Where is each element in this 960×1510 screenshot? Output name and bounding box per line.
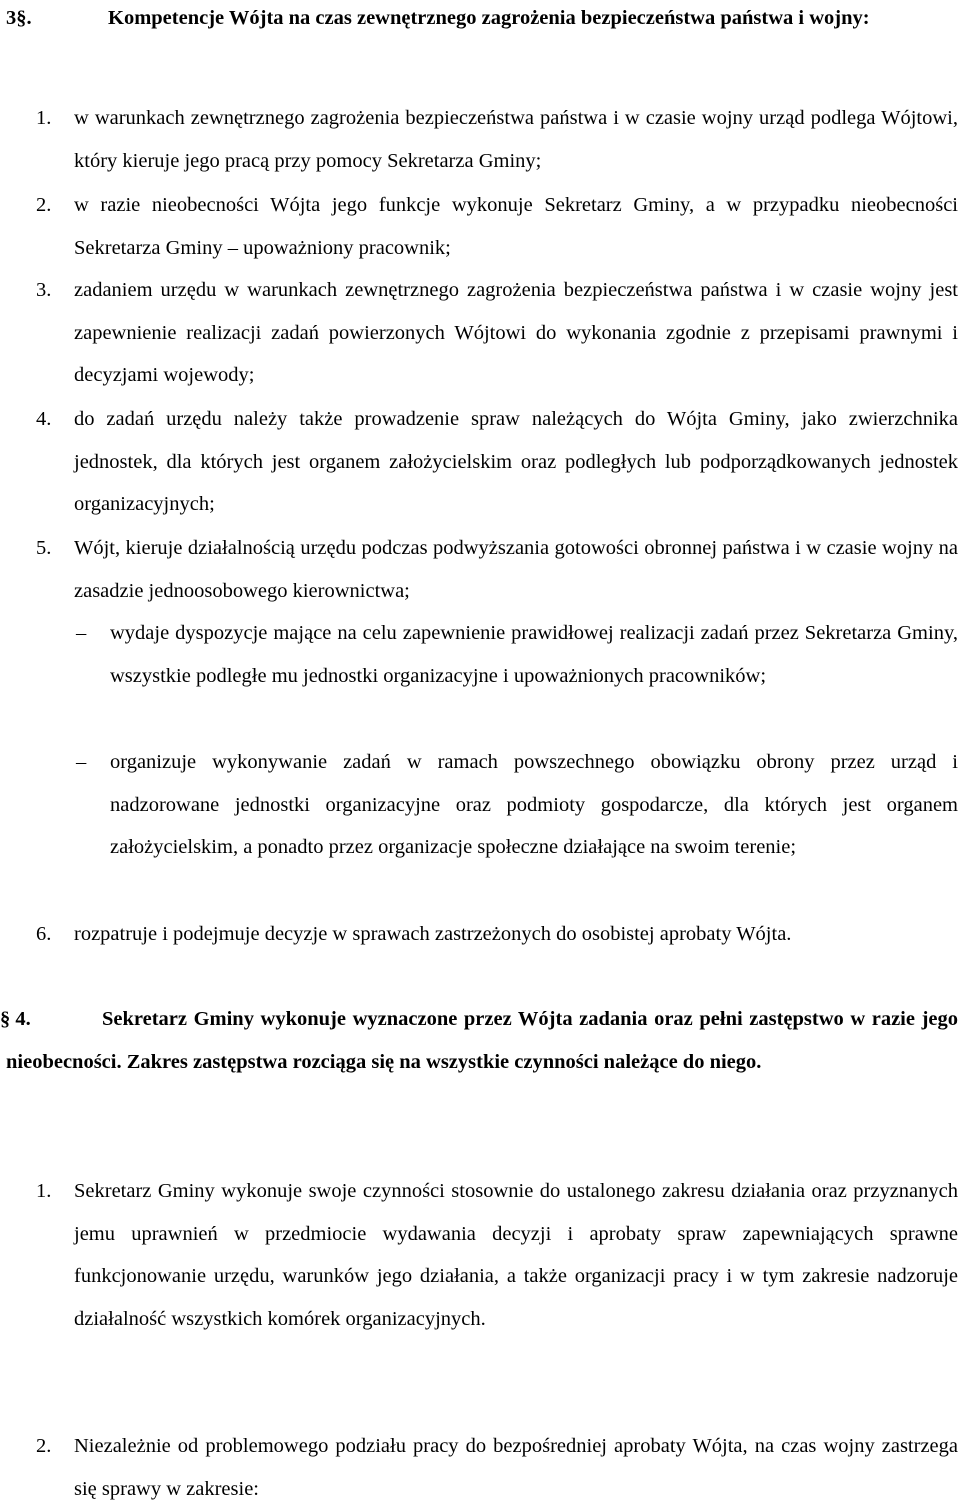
section-number: § 4. xyxy=(0,1008,31,1030)
dash-marker: – xyxy=(76,622,87,644)
dash-item xyxy=(0,612,960,697)
section-title: Kompetencje Wójta na czas zewnętrznego zagrożenia bezpieczeństwa państwa i wojny: xyxy=(108,7,870,29)
item-text: Wójt, kieruje działalnością urzędu podczas podwyższania gotowości obronnej państwa i w czasie wojny na zasadzie jednoosobowego kierownictwa; xyxy=(74,537,958,602)
dash-text: wydaje dyspozycje mające na celu zapewnienie prawidłowej realizacji zadań przez Sekretarza Gminy, wszystkie podległe mu jednostki organizacyjne i upoważnionych pracowników; xyxy=(110,622,958,687)
item-text: Sekretarz Gminy wykonuje swoje czynności stosownie do ustalonego zakresu działania oraz przyznanych jemu uprawnień w przedmiocie wydawania decyzji i aprobaty spraw zapewniających sprawne funkcjonowanie urzędu, warunków jego działania, a także organizacji pracy i w tym zakresie nadzoruje działalność wszystkich komórek organizacyjnych. xyxy=(74,1180,958,1330)
item-number: 2. xyxy=(36,194,52,216)
list-item xyxy=(0,527,960,612)
item-number: 5. xyxy=(36,537,52,559)
item-text: do zadań urzędu należy także prowadzenie spraw należących do Wójta Gminy, jako zwierzchnika jednostek, dla których jest organem założycielskim oraz podległych lub podporządkowanych jednostek organizacyjnych; xyxy=(74,408,958,515)
list-item xyxy=(0,269,960,397)
list-item xyxy=(0,913,960,956)
item-text: w razie nieobecności Wójta jego funkcje wykonuje Sekretarz Gminy, a w przypadku nieobecności Sekretarza Gminy – upoważniony pracownik; xyxy=(74,194,958,259)
item-number: 1. xyxy=(36,107,52,129)
item-number: 3. xyxy=(36,279,52,301)
item-text: zadaniem urzędu w warunkach zewnętrznego zagrożenia bezpieczeństwa państwa i w czasie wojny jest zapewnienie realizacji zadań powierzonych Wójtowi do wykonania zgodnie z przepisami prawnymi i decyzjami wojewody; xyxy=(74,279,958,386)
item-number: 1. xyxy=(36,1180,52,1202)
item-text: Niezależnie od problemowego podziału pracy do bezpośredniej aprobaty Wójta, na czas wojny zastrzega się sprawy w zakresie: xyxy=(74,1435,958,1500)
dash-text: organizuje wykonywanie zadań w ramach powszechnego obowiązku obrony przez urząd i nadzorowane jednostki organizacyjne oraz podmioty gospodarcze, dla których jest organem założycielskim, a ponadto przez organizacje społeczne działające na swoim terenie; xyxy=(110,751,958,858)
list-item xyxy=(0,1170,960,1340)
section-4-heading xyxy=(0,998,958,1083)
item-text: rozpatruje i podejmuje decyzje w sprawach zastrzeżonych do osobistej aprobaty Wójta. xyxy=(74,923,792,945)
section-number: 3§. xyxy=(6,7,32,29)
list-item xyxy=(0,1425,960,1510)
section-3-heading xyxy=(0,0,958,40)
dash-marker: – xyxy=(76,751,87,773)
item-number: 4. xyxy=(36,408,52,430)
item-number: 6. xyxy=(36,923,52,945)
section-title: Sekretarz Gminy wykonuje wyznaczone przez Wójta zadania oraz pełni zastępstwo w razie jego nieobecności. Zakres zastępstwa rozciąga się na wszystkie czynności należące do niego. xyxy=(6,1008,958,1073)
list-item xyxy=(0,398,960,526)
list-item xyxy=(0,97,960,182)
item-number: 2. xyxy=(36,1435,52,1457)
dash-item xyxy=(0,741,960,869)
list-item xyxy=(0,184,960,269)
item-text: w warunkach zewnętrznego zagrożenia bezpieczeństwa państwa i w czasie wojny urząd podlega Wójtowi, który kieruje jego pracą przy pomocy Sekretarza Gminy; xyxy=(74,107,958,172)
